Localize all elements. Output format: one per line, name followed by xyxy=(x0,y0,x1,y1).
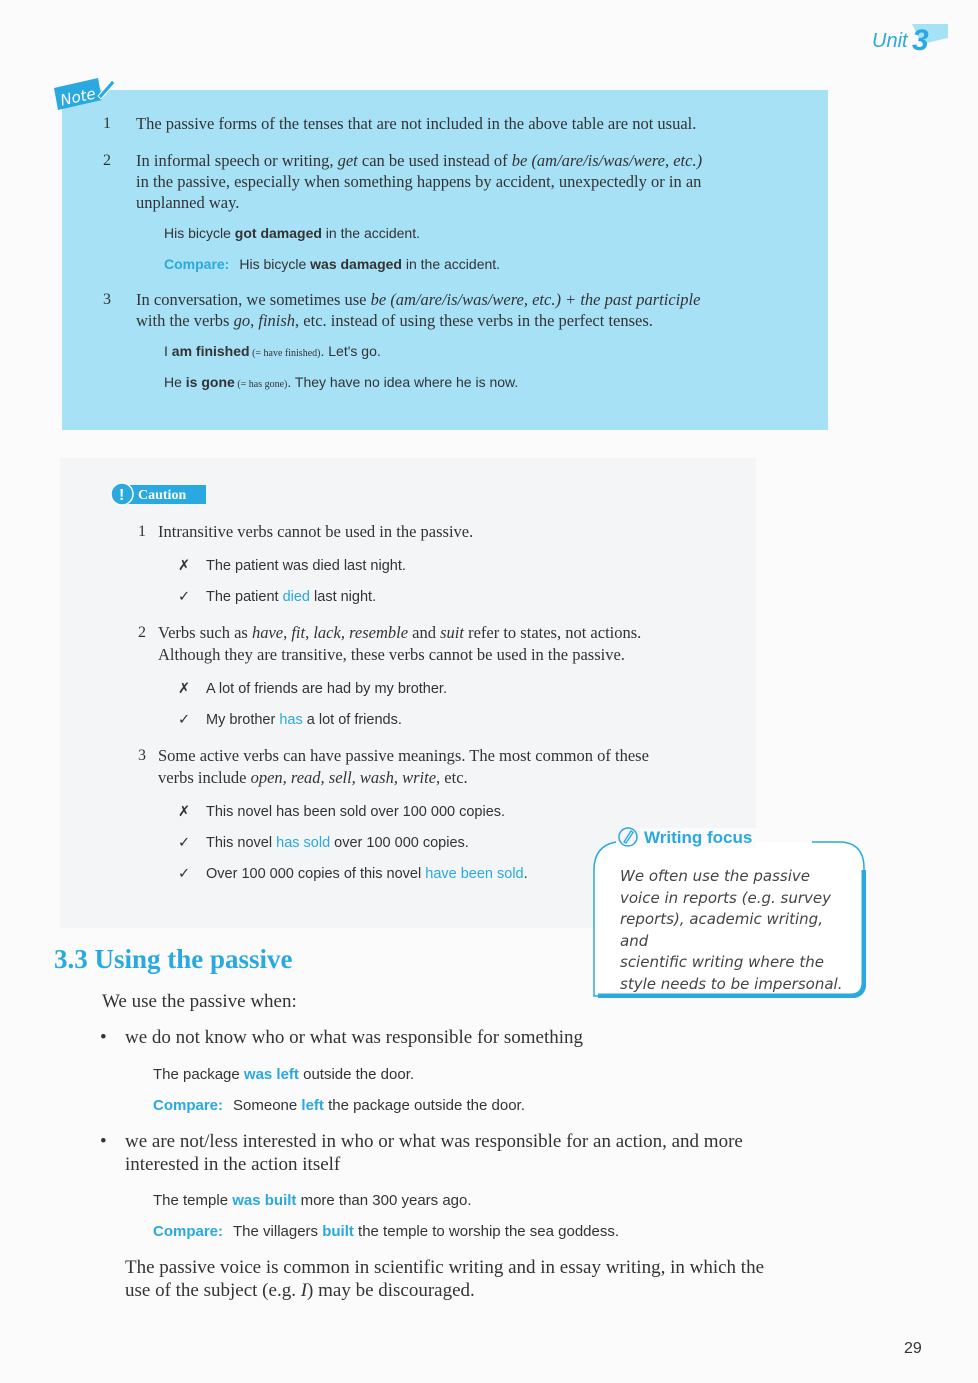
note-item-2-line-3: unplanned way. xyxy=(136,193,240,212)
note-example-1: His bicycle got damaged in the accident. xyxy=(164,225,420,241)
caution-item-2-line-1: Verbs such as have, fit, lack, resemble and suit refer to states, not actions. xyxy=(158,623,642,642)
right-example: ✓ My brother has a lot of friends. xyxy=(178,712,402,728)
page-number: 29 xyxy=(904,1340,922,1357)
note-item-number: 3 xyxy=(103,291,111,308)
compare-label: Compare: xyxy=(153,1097,224,1114)
caution-item-number: 3 xyxy=(138,747,146,764)
note-item-number: 1 xyxy=(103,115,111,132)
bullet-dot: • xyxy=(100,1027,107,1048)
bullet-2-compare: Compare: The villagers built the temple to worship the sea goddess. xyxy=(153,1223,620,1240)
bullet-2-line-1: we are not/less interested in who or what was responsible for an action, and more xyxy=(125,1131,743,1152)
note-badge-label: Note xyxy=(58,84,98,110)
bullet-1-compare: Compare: Someone left the package outside the door. xyxy=(153,1097,525,1114)
caution-item-3-line-2: verbs include open, read, sell, wash, write, etc. xyxy=(158,768,468,787)
caution-item-2-line-2: Although they are transitive, these verbs cannot be used in the passive. xyxy=(158,645,625,664)
note-item-2-line-2: in the passive, especially when something happens by accident, unexpectedly or in an xyxy=(136,172,702,191)
caution-item-number: 2 xyxy=(138,624,146,641)
pencil-icon xyxy=(618,826,638,848)
compare-label: Compare: xyxy=(164,256,230,272)
note-item-1-text: The passive forms of the tenses that are not included in the above table are not usual. xyxy=(136,114,697,133)
right-example: ✓ Over 100 000 copies of this novel have been sold. xyxy=(178,866,528,882)
right-example: ✓ The patient died last night. xyxy=(178,589,377,605)
wrong-example: ✗ The patient was died last night. xyxy=(178,558,406,574)
note-badge xyxy=(52,74,116,114)
check-icon: ✓ xyxy=(178,835,191,851)
caution-item-3-line-1: Some active verbs can have passive meanings. The most common of these xyxy=(158,746,649,765)
note-item-number: 2 xyxy=(103,152,111,169)
wrong-example: ✗ This novel has been sold over 100 000 copies. xyxy=(178,804,506,820)
compare-label: Compare: xyxy=(153,1223,224,1240)
section-heading: 3.3 Using the passive xyxy=(54,944,293,974)
caution-badge-label: Caution xyxy=(138,488,187,503)
check-icon: ✓ xyxy=(178,866,191,882)
note-example-compare: Compare: His bicycle was damaged in the accident. xyxy=(164,256,501,272)
bullet-dot: • xyxy=(100,1131,107,1152)
note-item-3-line-1: In conversation, we sometimes use be (am/are/is/was/were, etc.) + the past participle xyxy=(136,290,701,309)
unit-label: Unit xyxy=(872,30,908,52)
bullet-1-example: The package was left outside the door. xyxy=(153,1066,415,1083)
note-example-4: He is gone (= has gone). They have no idea where he is now. xyxy=(164,374,519,390)
bullet-1-text: we do not know who or what was responsible for something xyxy=(125,1027,584,1048)
caution-item-number: 1 xyxy=(138,523,146,540)
right-example: ✓ This novel has sold over 100 000 copies. xyxy=(178,835,469,851)
caution-badge xyxy=(110,482,208,506)
writing-focus-text: We often use the passive voice in reports (e.g. survey reports), academic writing, and scientific writing where the style needs to be impersonal. xyxy=(620,867,843,993)
writing-focus-title: Writing focus xyxy=(640,828,756,848)
cross-icon: ✗ xyxy=(178,804,191,820)
cross-icon: ✗ xyxy=(178,558,191,574)
note-item-3-line-2: with the verbs go, finish, etc. instead of using these verbs in the perfect tenses. xyxy=(136,311,653,330)
wrong-example: ✗ A lot of friends are had by my brother. xyxy=(178,681,447,697)
bullet-2-line-2: interested in the action itself xyxy=(125,1154,341,1175)
closing-line-1: The passive voice is common in scientific writing and in essay writing, in which the xyxy=(125,1257,765,1278)
closing-line-2: use of the subject (e.g. I) may be discouraged. xyxy=(125,1280,475,1301)
unit-number: 3 xyxy=(912,24,929,57)
svg-text:!: ! xyxy=(119,487,125,504)
note-item-2-line-1: In informal speech or writing, get can be used instead of be (am/are/is/was/were, etc.) xyxy=(136,151,703,170)
caution-item-1-text: Intransitive verbs cannot be used in the passive. xyxy=(158,522,474,541)
check-icon: ✓ xyxy=(178,712,191,728)
cross-icon: ✗ xyxy=(178,681,191,697)
bullet-2-example: The temple was built more than 300 years ago. xyxy=(153,1192,472,1209)
note-example-3: I am finished (= have finished). Let's go. xyxy=(164,343,381,359)
section-intro: We use the passive when: xyxy=(102,991,297,1012)
check-icon: ✓ xyxy=(178,589,191,605)
